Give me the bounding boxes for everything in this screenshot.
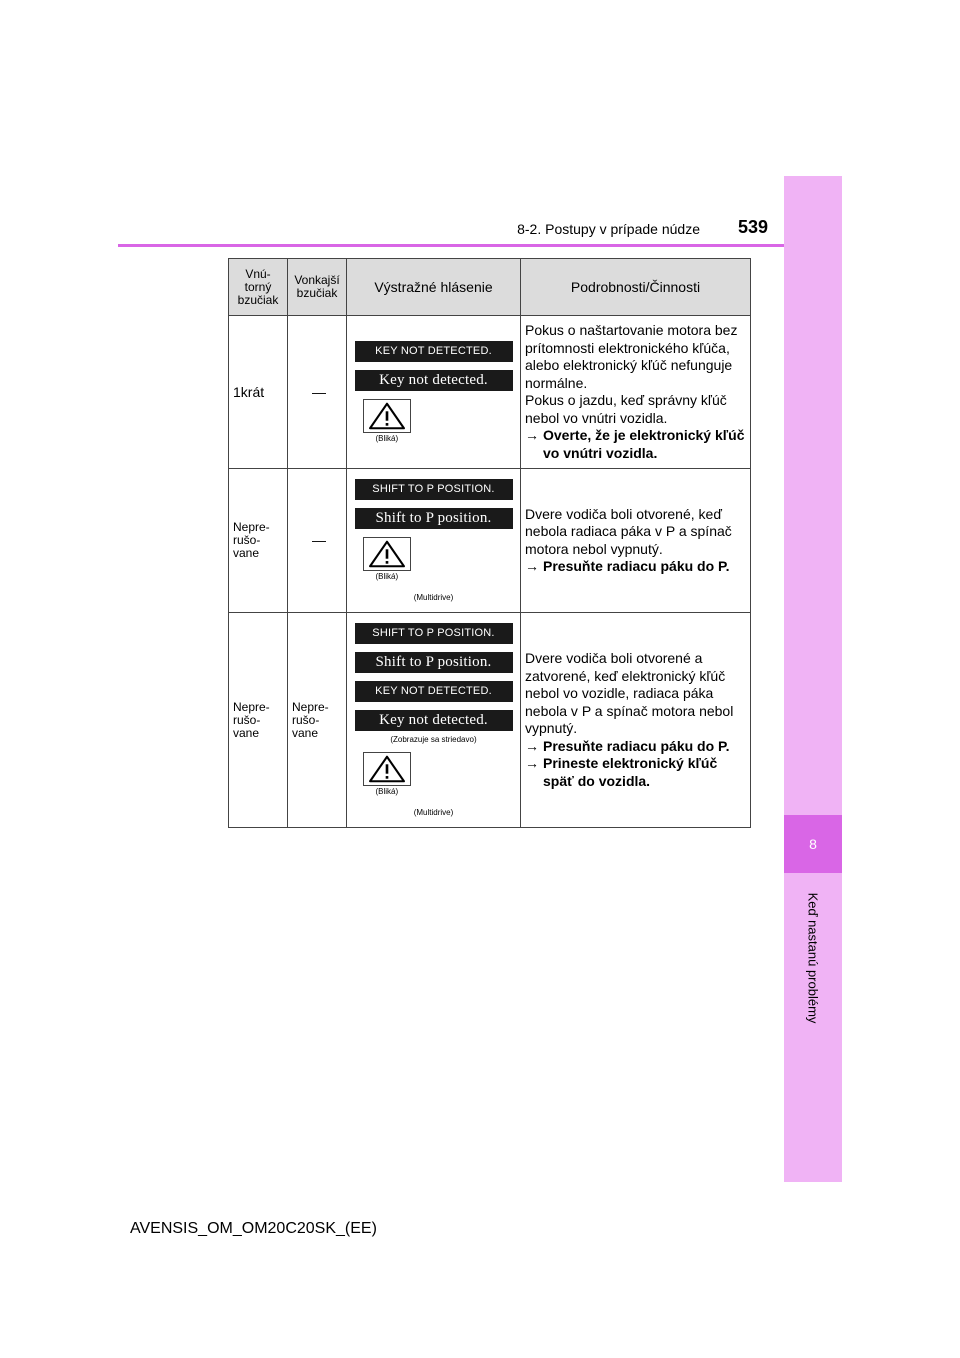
header-external-text: Vonkajší bzučiak <box>294 273 340 300</box>
arrow-right-icon: → <box>525 427 539 443</box>
warning-triangle-icon <box>363 399 411 433</box>
warning-message-cell <box>347 613 521 828</box>
action-line <box>525 558 746 576</box>
warning-icon-group <box>355 399 513 443</box>
side-tab-strip <box>784 176 842 1182</box>
internal-buzzer-value: Nepre- rušo- vane <box>233 699 270 740</box>
external-buzzer-cell <box>288 469 347 613</box>
arrow-right-icon: → <box>525 558 539 574</box>
action-line <box>525 755 746 790</box>
internal-buzzer-cell <box>229 469 288 613</box>
details-cell <box>521 316 751 469</box>
table-row <box>229 613 751 828</box>
document-code: AVENSIS_OM_OM20C20SK_(EE) <box>130 1220 377 1237</box>
external-buzzer-value: Nepre- rušo- vane <box>292 699 329 740</box>
details-cell <box>521 469 751 613</box>
header-message-text: Výstražné hlásenie <box>374 279 493 295</box>
table-row <box>229 469 751 613</box>
table-header-row <box>229 259 751 316</box>
header-details <box>521 259 751 316</box>
alternating-caption: (Zobrazuje sa striedavo) <box>390 735 477 744</box>
header-divider <box>118 244 784 247</box>
header-internal-buzzer <box>229 259 288 316</box>
external-buzzer-value: — <box>312 532 326 548</box>
action-text: Presuňte radiacu páku do P. <box>543 558 730 574</box>
table-row <box>229 316 751 469</box>
header-details-text: Podrobnosti/Činnosti <box>570 279 701 295</box>
display-message-caps: SHIFT TO P POSITION. <box>355 623 513 644</box>
action-text: Overte, že je elektronický kľúč vo vnútri vozidla. <box>543 427 745 461</box>
action-line <box>525 738 746 756</box>
blink-caption: (Bliká) <box>375 787 399 796</box>
internal-buzzer-value: 1krát <box>233 383 265 400</box>
warning-icon-group <box>355 752 513 796</box>
details-text: Dvere vodiča boli otvorené, keď nebola radiaca páka v P a spínač motora nebol vypnutý. <box>525 505 732 557</box>
internal-buzzer-value: Nepre- rušo- vane <box>233 520 270 560</box>
action-text: Prineste elektronický kľúč späť do vozidla. <box>543 755 718 789</box>
display-message-mixed: Shift to P position. <box>355 508 513 529</box>
internal-buzzer-cell <box>229 613 288 828</box>
external-buzzer-cell <box>288 316 347 469</box>
model-caption: (Multidrive) <box>413 808 454 817</box>
display-message-caps: KEY NOT DETECTED. <box>355 341 513 362</box>
header-internal-text: Vnú- torný bzučiak <box>237 266 279 307</box>
chapter-label: Keď nastanú problémy <box>805 892 821 1024</box>
details-cell <box>521 613 751 828</box>
chapter-number: 8 <box>809 836 817 852</box>
warning-message-cell <box>347 469 521 613</box>
page-number: 539 <box>738 217 769 237</box>
action-line <box>525 427 746 462</box>
arrow-right-icon: → <box>525 755 539 771</box>
display-message-caps: SHIFT TO P POSITION. <box>355 479 513 500</box>
arrow-right-icon: → <box>525 737 539 754</box>
internal-buzzer-cell <box>229 316 288 469</box>
chapter-tab[interactable] <box>784 815 842 873</box>
display-message-mixed: Shift to P position. <box>355 652 513 673</box>
warning-icon-group <box>355 537 513 581</box>
model-caption: (Multidrive) <box>413 593 454 602</box>
header-external-buzzer <box>288 259 347 316</box>
display-message-mixed-alt: Key not detected. <box>355 710 513 731</box>
external-buzzer-cell <box>288 613 347 828</box>
details-text: Pokus o naštartovanie motora bez prítomnosti elektronického kľúča, alebo elektronický kľúč nefunguje normálne. Pokus o jazdu, keď správny kľúč nebol vo vnútri vozidla. <box>525 322 738 426</box>
blink-caption: (Bliká) <box>375 434 399 443</box>
section-title: 8-2. Postupy v prípade núdze <box>517 221 700 237</box>
warning-triangle-icon <box>363 752 411 786</box>
details-text: Dvere vodiča boli otvorené a zatvorené, keď elektronický kľúč nebol vo vozidle, radiaca páka nebola v P a spínač motora nebol vypnutý. <box>525 650 734 736</box>
blink-caption: (Bliká) <box>375 572 399 581</box>
external-buzzer-value: — <box>312 383 326 400</box>
warning-triangle-icon <box>363 537 411 571</box>
display-message-mixed: Key not detected. <box>355 370 513 391</box>
action-text: Presuňte radiacu páku do P. <box>543 737 730 754</box>
display-message-caps-alt: KEY NOT DETECTED. <box>355 681 513 702</box>
warning-table <box>228 258 751 828</box>
header-warning-message <box>347 259 521 316</box>
warning-message-cell <box>347 316 521 469</box>
